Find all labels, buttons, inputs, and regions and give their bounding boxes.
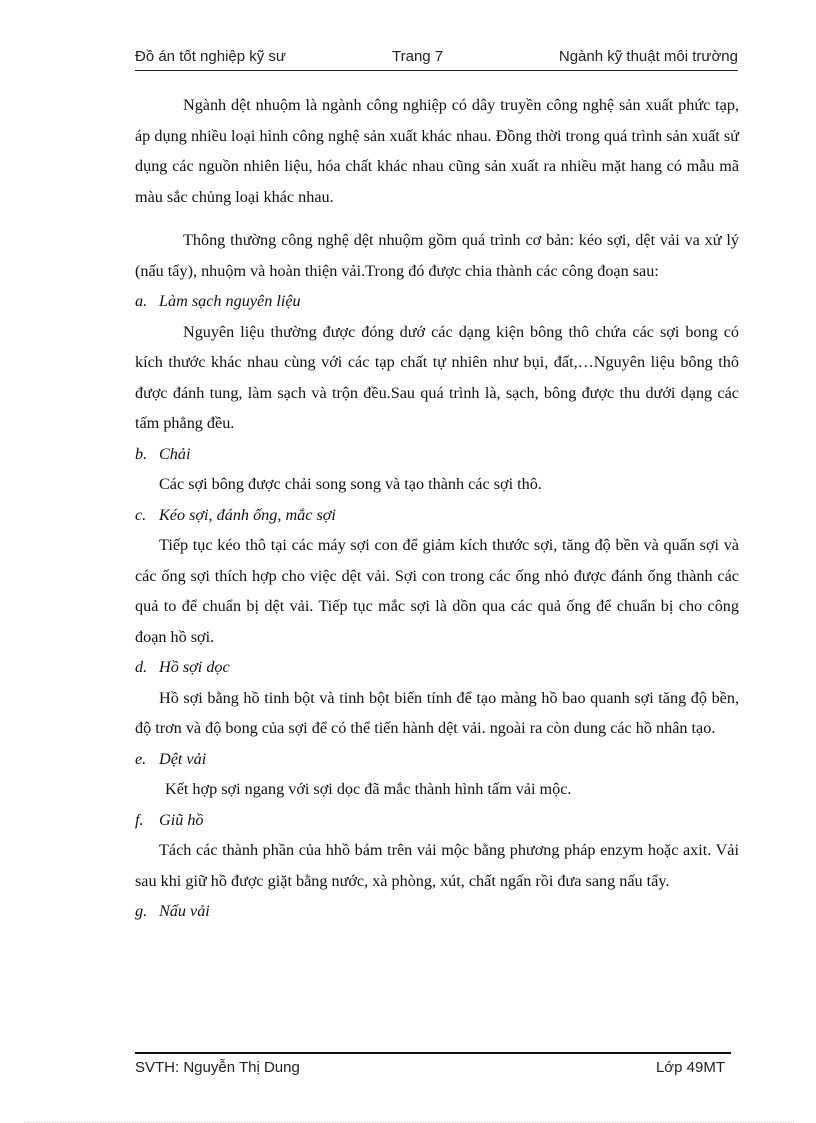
section-heading-c — [135, 500, 739, 531]
page-header — [135, 46, 738, 71]
section-text-f: Tách các thành phần của hhồ bám trên vải mộc bằng phương pháp enzym hoặc axit. Vải sau khi giữ hồ được giặt bằng nước, xà phòng, xút, chất ngấn rồi đưa sang nấu tẩy. — [135, 841, 739, 890]
section-title: Chải — [159, 444, 191, 463]
section-marker: e. — [135, 749, 147, 768]
section-marker: b. — [135, 444, 148, 463]
section-text-a: Nguyên liệu thường được đóng dướ các dạng kiện bông thô chứa các sợi bong có kích thước khác nhau cùng với các tạp chất tự nhiên như bụi, đất,…Nguyên liệu bông thô được đánh tung, làm sạch và trộn đều.Sau quá trình là, sạch, bông được thu dưới dạng các tấm phẳng đều. — [135, 322, 739, 432]
header-page-number: Trang 7 — [392, 48, 444, 65]
section-title: Làm sạch nguyên liệu — [159, 292, 301, 310]
section-title: Kéo sợi, đánh ống, mắc sợi — [159, 505, 336, 524]
section-heading-e — [135, 744, 739, 775]
header-major: Ngành kỹ thuật môi trường — [558, 48, 738, 65]
section-text-e: Kết hợp sợi ngang với sợi dọc đã mắc thành hình tấm vải mộc. — [165, 780, 572, 798]
section-title: Dệt vải — [159, 749, 207, 768]
section-text-b: Các sợi bông được chải song song và tạo thành các sợi thô. — [159, 475, 542, 493]
intro-paragraph-2: Thông thường công nghệ dệt nhuộm gồm quá trình cơ bản: kéo sợi, dệt vải va xử lý (nấu tẩy), nhuộm và hoàn thiện vải.Trong đó được chia thành các công đoạn sau: — [135, 231, 739, 280]
section-title: Hồ sợi dọc — [159, 658, 230, 676]
section-text-d: Hồ sợi bằng hồ tinh bột và tinh bột biến tính để tạo màng hồ bao quanh sợi tăng độ bền, độ trơn và độ bong của sợi để có thể tiến hành dệt vải. ngoài ra còn dung các hồ nhân tạo. — [135, 688, 739, 737]
header-thesis-title: Đồ án tốt nghiệp kỹ sư — [135, 48, 286, 65]
section-text-c: Tiếp tục kéo thô tại các máy sợi con để giảm kích thước sợi, tăng độ bền và quấn sợi và các ống sợi thích hợp cho việc dệt vải. Sợi con trong các ống nhỏ được đánh ống thành các quả to để chuẩn bị dệt vải. Tiếp tục mắc sợi là dồn qua các quả ống để chuẩn bị cho công đoạn hồ sợi. — [135, 536, 739, 646]
section-marker: c. — [135, 505, 147, 524]
section-heading-b — [135, 439, 739, 470]
section-heading-d — [135, 652, 739, 683]
document-body — [135, 90, 739, 927]
section-heading-g — [135, 896, 739, 927]
section-title: Giũ hồ — [159, 810, 204, 829]
section-marker: a. — [135, 292, 148, 310]
section-marker: d. — [135, 658, 148, 676]
footer-class: Lớp 49MT — [655, 1059, 725, 1076]
footer-student-name: SVTH: Nguyễn Thị Dung — [135, 1059, 300, 1076]
section-marker: g. — [135, 902, 148, 920]
intro-paragraph-1: Ngành dệt nhuộm là ngành công nghiệp có dây truyền công nghệ sản xuất phức tạp, áp dụng nhiều loại hình công nghệ sản xuất khác nhau. Đồng thời trong quá trình sản xuất sử dụng các nguồn nhiên liệu, hóa chất khác nhau cũng sản xuất ra nhiều mặt hang có mẫu mã màu sắc chủng loại khác nhau. — [135, 96, 739, 206]
section-heading-a — [135, 286, 739, 317]
page-footer — [135, 1052, 731, 1084]
section-heading-f — [135, 805, 739, 836]
section-marker: f. — [135, 810, 144, 829]
section-title: Nấu vải — [159, 902, 210, 920]
